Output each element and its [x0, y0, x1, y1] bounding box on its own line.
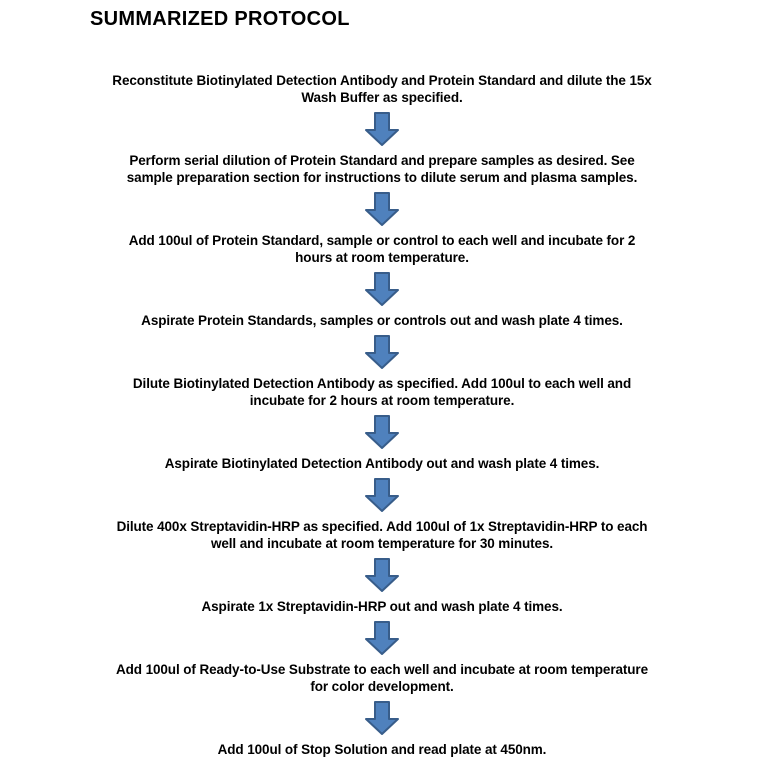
protocol-step-7: Dilute 400x Streptavidin-HRP as specified. Add 100ul of 1x Streptavidin-HRP to each well and incubate at room temperature for 30 minutes. [116, 519, 648, 551]
down-arrow-icon [364, 415, 400, 449]
protocol-step-5: Dilute Biotinylated Detection Antibody as specified. Add 100ul to each well and incubate for 2 hours at room temperature. [132, 376, 632, 408]
down-arrow-icon [364, 621, 400, 655]
protocol-step-2: Perform serial dilution of Protein Standard and prepare samples as desired. See sample preparation section for instructions to dilute serum and plasma samples. [126, 153, 638, 185]
protocol-step-8: Aspirate 1x Streptavidin-HRP out and wash plate 4 times. [201, 599, 563, 614]
protocol-step-9: Add 100ul of Ready-to-Use Substrate to each well and incubate at room temperature for color development. [115, 662, 648, 694]
down-arrow-icon [364, 701, 400, 735]
protocol-step-4: Aspirate Protein Standards, samples or controls out and wash plate 4 times. [141, 313, 623, 328]
protocol-flowchart [0, 72, 764, 758]
protocol-step-6: Aspirate Biotinylated Detection Antibody out and wash plate 4 times. [164, 456, 600, 471]
down-arrow-icon [364, 478, 400, 512]
down-arrow-icon [364, 335, 400, 369]
down-arrow-icon [364, 192, 400, 226]
protocol-step-10: Add 100ul of Stop Solution and read plate at 450nm. [217, 742, 547, 757]
protocol-step-1: Reconstitute Biotinylated Detection Antibody and Protein Standard and dilute the 15x Wash Buffer as specified. [112, 73, 652, 105]
protocol-step-3: Add 100ul of Protein Standard, sample or control to each well and incubate for 2 hours at room temperature. [128, 233, 636, 265]
down-arrow-icon [364, 558, 400, 592]
page-title: SUMMARIZED PROTOCOL [90, 8, 350, 30]
down-arrow-icon [364, 272, 400, 306]
down-arrow-icon [364, 112, 400, 146]
